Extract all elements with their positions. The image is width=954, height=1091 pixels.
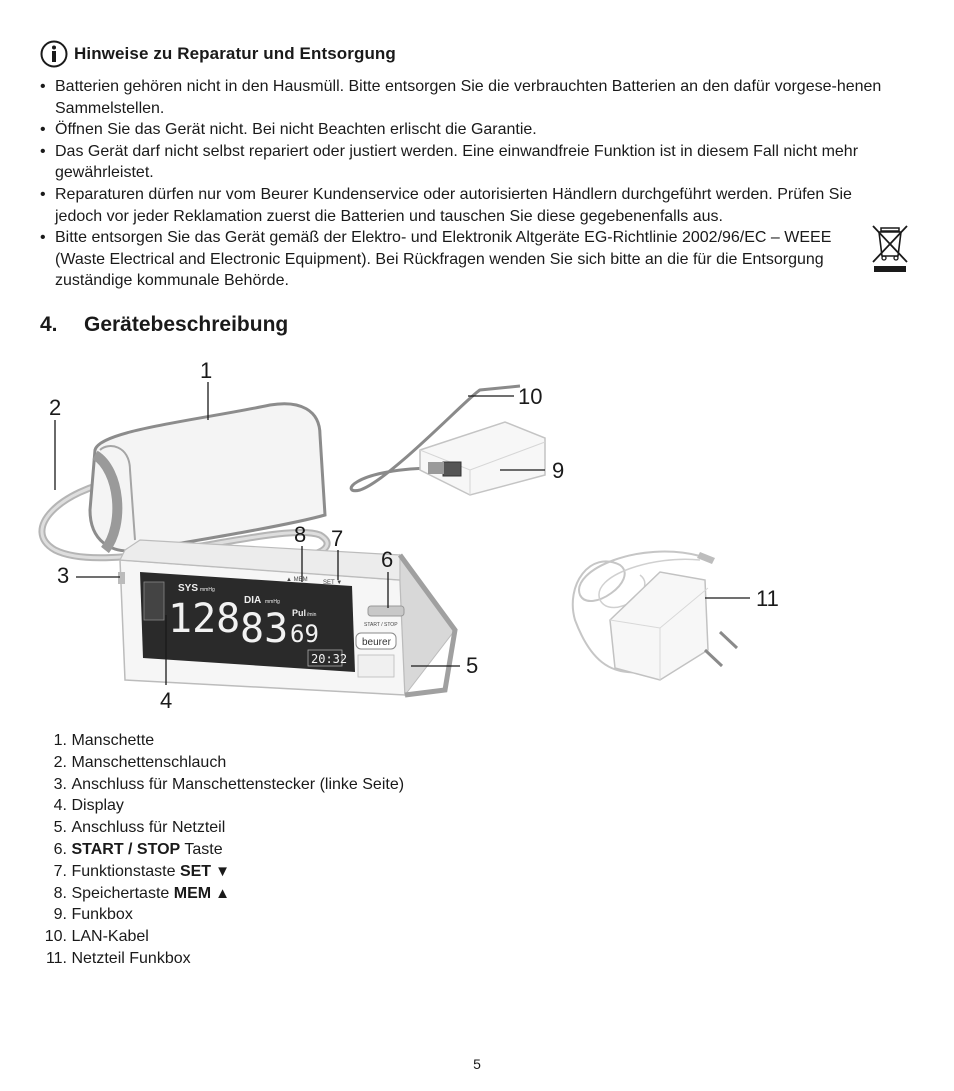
page-number: 5: [473, 1056, 481, 1072]
bullet-item: [40, 141, 900, 184]
dia-unit: mmHg: [265, 599, 280, 605]
callout-1: 1: [200, 358, 213, 383]
item-text: Funktionstaste: [71, 862, 180, 880]
info-heading: [40, 40, 396, 68]
item-number: 6.: [53, 840, 67, 858]
item-text: Taste: [180, 840, 223, 858]
item-text: Speichertaste: [71, 884, 174, 902]
list-item: [40, 730, 404, 752]
item-text: Anschluss für Netzteil: [71, 819, 226, 837]
item-number: 1.: [53, 732, 67, 749]
start-stop-button[interactable]: [368, 606, 404, 616]
sys-label: SYS: [178, 583, 199, 594]
list-item: [40, 839, 404, 861]
bullet-item: [40, 119, 910, 141]
dia-label: DIA: [244, 595, 262, 606]
cuff: [90, 404, 325, 551]
list-item: [40, 752, 404, 774]
list-item: [40, 948, 404, 970]
list-item: [40, 883, 404, 905]
list-item: [40, 795, 404, 817]
bullet-text: Batterien gehören nicht in den Hausmüll. Bitte entsorgen Sie die verbrauchten Batterien an den dafür vorgese-henen Sammelstellen.: [55, 78, 882, 117]
sys-value: 128: [168, 596, 241, 642]
item-bold: START / STOP: [71, 840, 181, 858]
pul-label: Pul: [292, 608, 307, 618]
item-text: Netzteil Funkbox: [71, 949, 191, 967]
funkbox: [420, 422, 545, 495]
power-adapter: [573, 552, 737, 680]
callout-11: 11: [756, 586, 779, 611]
list-item: [40, 904, 404, 926]
bullet-item: [40, 184, 900, 227]
dia-value: 83: [240, 606, 289, 652]
mem-label: ▲ MEM: [286, 577, 308, 583]
bullet-text: Das Gerät darf nicht selbst repariert oder justiert werden. Eine einwandfreie Funktion ist in diesem Fall nicht mehr gewährleistet.: [55, 142, 859, 182]
item-number: 10.: [44, 928, 67, 946]
callout-3: 3: [57, 563, 70, 588]
callout-2: 2: [49, 395, 62, 420]
bullet-text: Reparaturen dürfen nur vom Beurer Kundenservice oder autorisierten Händlern durchgeführt werden. Prüfen Sie jedoch vor jeder Reklamation zuerst die Batterien und tauschen Sie diese gegebenenfalls aus.: [55, 185, 852, 225]
item-text: Display: [71, 797, 124, 815]
bullet-item: [40, 227, 860, 292]
pul-unit: /min: [307, 612, 317, 618]
callout-5: 5: [466, 653, 479, 678]
item-number: 2.: [53, 753, 67, 771]
section-number: 4.: [40, 313, 58, 336]
item-text: LAN-Kabel: [71, 928, 149, 946]
callout-7: 7: [331, 526, 344, 551]
item-number: 4.: [53, 797, 67, 815]
bullet-text: Öffnen Sie das Gerät nicht. Bei nicht Beachten erlischt die Garantie.: [55, 121, 537, 139]
item-number: 8.: [53, 884, 67, 902]
crossed-out-bin-icon: [870, 222, 910, 274]
callout-10: 10: [518, 384, 543, 409]
callout-9: 9: [552, 458, 565, 483]
callout-4: 4: [160, 688, 173, 713]
list-item: [40, 861, 404, 883]
triangle-down-icon: ▼: [215, 862, 230, 880]
sys-unit: mmHg: [200, 587, 215, 593]
item-text: Manschettenschlauch: [71, 753, 227, 771]
item-number: 7.: [53, 862, 67, 880]
item-number: 3.: [53, 775, 67, 793]
list-item: [40, 926, 404, 948]
list-item: [40, 817, 404, 839]
callout-8: 8: [294, 522, 307, 547]
parts-list: [40, 730, 404, 970]
item-bold: SET: [179, 862, 212, 880]
section-title: Gerätebeschreibung: [84, 313, 289, 336]
bullet-text: Bitte entsorgen Sie das Gerät gemäß der Elektro- und Elektronik Altgeräte EG-Richtlinie 2002/96/EC – WEEE (Waste Electrical and Electronic Equipment). Bei Rückfragen wenden Sie sich bitte an die für die Entsorgung zuständige kommunale Behörde.: [55, 229, 832, 290]
callout-6: 6: [381, 547, 394, 572]
item-bold: MEM: [173, 884, 212, 902]
start-stop-label: START / STOP: [364, 622, 398, 628]
triangle-up-icon: ▲: [215, 884, 230, 902]
bullet-item: [40, 76, 903, 119]
item-text: Manschette: [71, 732, 155, 749]
item-text: Anschluss für Manschettenstecker (linke Seite): [71, 775, 405, 793]
time-display: 20:32: [311, 652, 348, 666]
item-text: Funkbox: [71, 906, 133, 924]
info-section-title: Hinweise zu Reparatur und Entsorgung: [74, 44, 396, 63]
item-number: 9.: [53, 906, 67, 924]
brand-logo: beurer: [362, 637, 391, 648]
list-item: [40, 774, 404, 796]
item-number: 11.: [45, 949, 67, 967]
section-heading: [40, 313, 288, 337]
item-number: 5.: [53, 819, 67, 837]
cuff-connector: [118, 572, 125, 584]
set-label: SET ▼: [323, 580, 343, 586]
bullet-list: [40, 76, 910, 292]
info-icon: [40, 40, 68, 68]
blood-pressure-monitor: [118, 540, 455, 695]
device-figure: [0, 350, 954, 720]
pulse-value: 69: [290, 620, 319, 648]
